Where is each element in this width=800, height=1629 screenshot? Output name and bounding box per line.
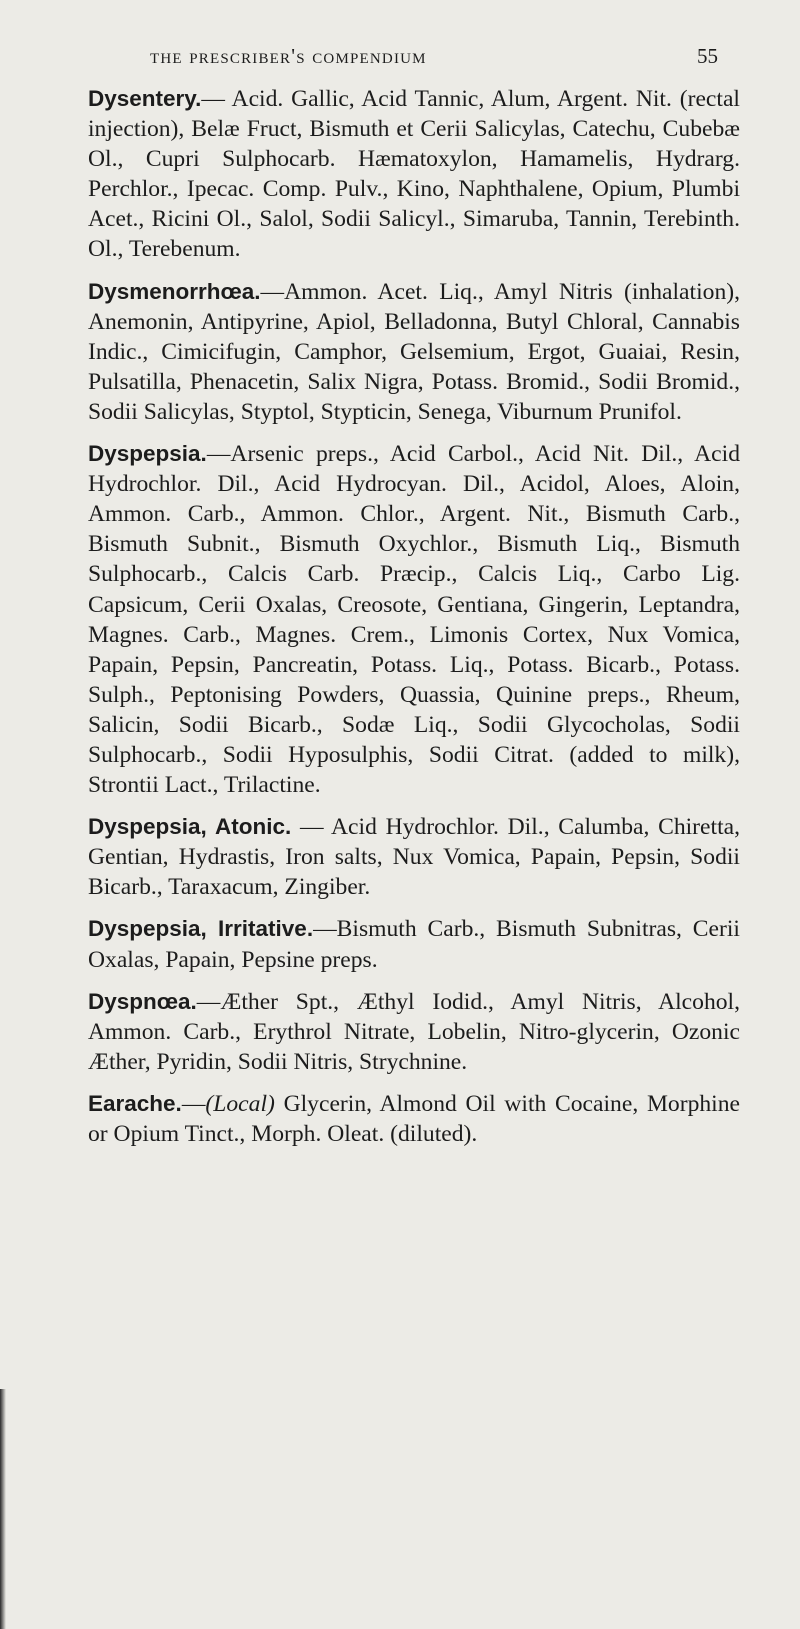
- entry-term: Earache.: [88, 1090, 182, 1116]
- entry-remedies: Arsenic preps., Acid Carbol., Acid Nit. Dil., Acid Hydrochlor. Dil., Acid Hydrocyan. Dil., Acidol, Aloes, Aloin, Ammon. Carb., Ammon. Chlor., Argent. Nit., Bismuth Carb., Bismuth Subnit., Bismuth Oxychlor., Bismuth Liq., Bismuth Sulphocarb., Calcis Carb. Præcip., Calcis Liq., Carbo Lig. Capsicum, Cerii Oxalas, Creosote, Gentiana, Gingerin, Leptandra, Magnes. Carb., Magnes. Crem., Limonis Cortex, Nux Vomica, Papain, Pepsin, Pancreatin, Potass. Liq., Potass. Bicarb., Potass. Sulph., Peptonising Powders, Quassia, Quinine preps., Rheum, Salicin, Sodii Bicarb., Sodæ Liq., Sodii Glycocholas, Sodii Sulphocarb., Sodii Hyposulphis, Sodii Citrat. (added to milk), Strontii Lact., Trilactine.: [88, 441, 740, 799]
- entry-remedies: Glycerin, Almond Oil with Cocaine, Morphine or Opium Tinct., Morph. Oleat. (diluted).: [88, 1090, 740, 1147]
- entry-dysmenorrhoea: [88, 277, 740, 427]
- entry-separator: —: [201, 86, 232, 112]
- entry-dysentery: [88, 84, 740, 265]
- page-edge-shadow: [0, 1389, 6, 1629]
- entry-term: Dyspepsia.: [88, 441, 207, 467]
- entry-term: Dysentery.: [88, 86, 202, 111]
- entry-remedies: Acid Hydrochlor. Dil., Calumba, Chiretta, Gentian, Hydrastis, Iron salts, Nux Vomica, Papain, Pepsin, Sodii Bicarb., Taraxacum, Zingiber.: [88, 814, 740, 901]
- entry-earache: [88, 1089, 740, 1149]
- entry-term: Dyspnœa.: [88, 988, 197, 1014]
- entry-term: Dyspepsia, Atonic.: [88, 814, 292, 840]
- entry-dyspepsia-irritative: [88, 914, 740, 974]
- entry-separator: —: [260, 278, 285, 305]
- entry-note: (Local): [205, 1090, 275, 1117]
- entry-separator: —: [206, 441, 231, 468]
- entry-separator: —: [291, 814, 331, 841]
- entry-remedies: Bismuth Carb., Bismuth Subnitras, Cerii Oxalas, Papain, Pepsine preps.: [88, 916, 740, 973]
- entry-dyspnoea: [88, 987, 740, 1077]
- entry-dyspepsia-atonic: [88, 812, 740, 902]
- page-number: 55: [697, 44, 718, 68]
- entry-remedies: Acid. Gallic, Acid Tannic, Alum, Argent. Nit. (rectal injection), Belæ Fruct, Bismuth et Cerii Salicylas, Catechu, Cubebæ Ol., Cupri Sulphocarb. Hæmatoxylon, Hamamelis, Hydrarg. Perchlor., Ipecac. Comp. Pulv., Kino, Naphthalene, Opium, Plumbi Acet., Ricini Ol., Salol, Sodii Salicyl., Simaruba, Tannin, Terebinth. Ol., Terebenum.: [88, 86, 740, 263]
- entry-term: Dyspepsia, Irritative.: [88, 916, 314, 942]
- entry-separator: —: [196, 988, 221, 1015]
- entry-dyspepsia: [88, 439, 740, 800]
- entries-list: [88, 84, 740, 1161]
- entry-remedies: Æther Spt., Æthyl Iodid., Amyl Nitris, Alcohol, Ammon. Carb., Erythrol Nitrate, Lobelin, Nitro-glycerin, Ozonic Æther, Pyridin, Sodii Nitris, Strychnine.: [88, 988, 740, 1075]
- entry-term: Dysmenorrhœa.: [88, 278, 261, 304]
- entry-separator: —: [181, 1090, 206, 1117]
- running-head-title: the prescriber's compendium: [150, 44, 427, 68]
- entry-separator: —: [313, 916, 337, 943]
- entry-remedies: Ammon. Acet. Liq., Amyl Nitris (inhalation), Anemonin, Antipyrine, Apiol, Belladonna, Butyl Chloral, Cannabis Indic., Cimicifugin, Camphor, Gelsemium, Ergot, Guaiai, Resin, Pulsatilla, Phenacetin, Salix Nigra, Potass. Bromid., Sodii Bromid., Sodii Salicylas, Styptol, Stypticin, Senega, Viburnum Prunifol.: [88, 278, 740, 425]
